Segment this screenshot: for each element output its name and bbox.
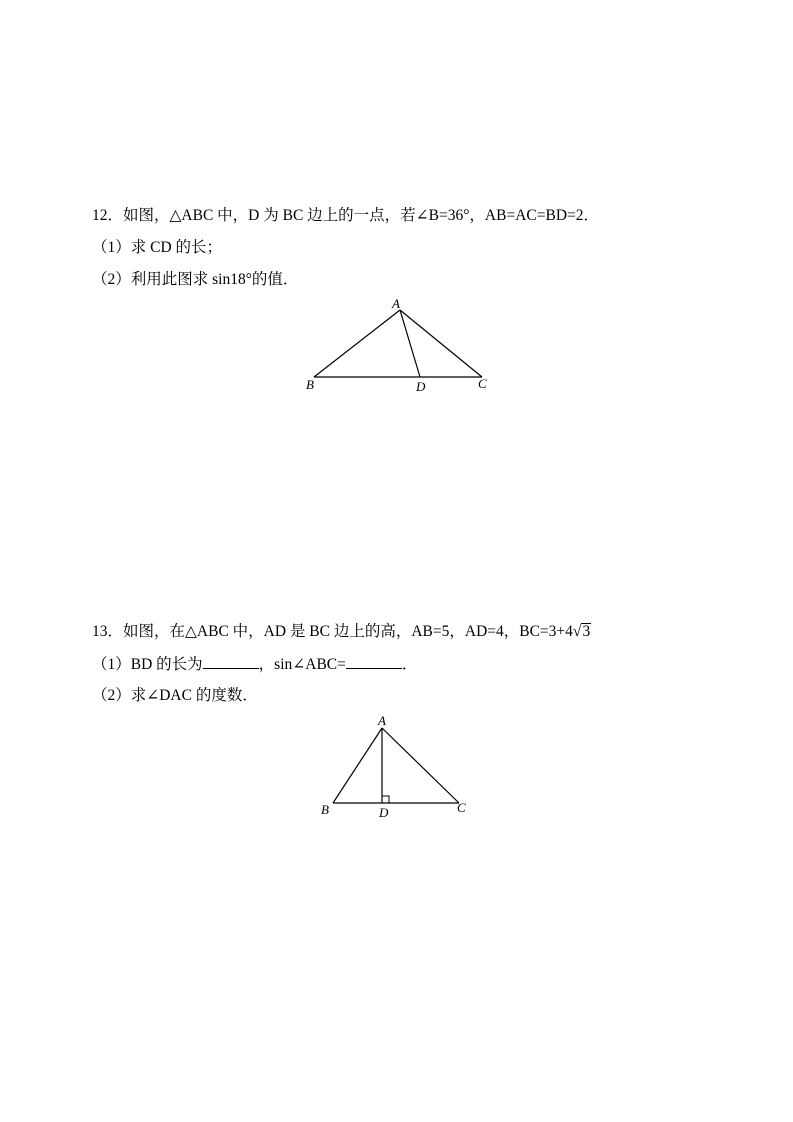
q13-right-angle-mark (382, 796, 389, 803)
q13-triangle-figure (315, 712, 485, 827)
q13-part1 (92, 654, 417, 675)
q13-label-a: A (378, 713, 386, 728)
q13-stem: 13．如图，在△ABC 中，AD 是 BC 边上的高，AB=5，AD=4，BC=3+4√3 (92, 623, 591, 640)
q13-stem-radicand: 3 (582, 623, 591, 640)
q12-label-d: D (416, 379, 426, 394)
q12-part1: （1）求 CD 的长； (92, 239, 223, 256)
q13-part1-c: ． (401, 656, 418, 673)
q13-stem-text: 13．如图，在△ABC 中，AD 是 BC 边上的高，AB=5，AD=4，BC=3+4 (92, 623, 573, 640)
q13-part1-a: （1）BD 的长为 (92, 656, 203, 673)
q12-part2: （2）利用此图求 sin18°的值． (92, 271, 299, 288)
q12-side-ab (314, 310, 400, 377)
q13-label-d: D (379, 805, 389, 820)
q12-label-b: B (306, 377, 314, 392)
q13-blank-bd (203, 654, 259, 669)
q12-stem: 12．如图，△ABC 中，D 为 BC 边上的一点，若∠B=36°，AB=AC=BD=2． (92, 207, 599, 224)
q12-label-c: C (478, 376, 487, 391)
q13-blank-sin (346, 654, 402, 669)
q13-label-b: B (321, 802, 329, 817)
q12-label-a: A (392, 296, 400, 311)
q12-segment-ad (400, 310, 420, 377)
q13-side-ab (333, 728, 382, 803)
q13-part1-b: ，sin∠ABC= (258, 656, 346, 673)
q13-side-ac (382, 728, 459, 803)
q12-side-ac (400, 310, 482, 377)
q13-label-c: C (457, 800, 466, 815)
q13-part2: （2）求∠DAC 的度数． (92, 687, 258, 704)
q12-triangle-figure (300, 290, 500, 400)
